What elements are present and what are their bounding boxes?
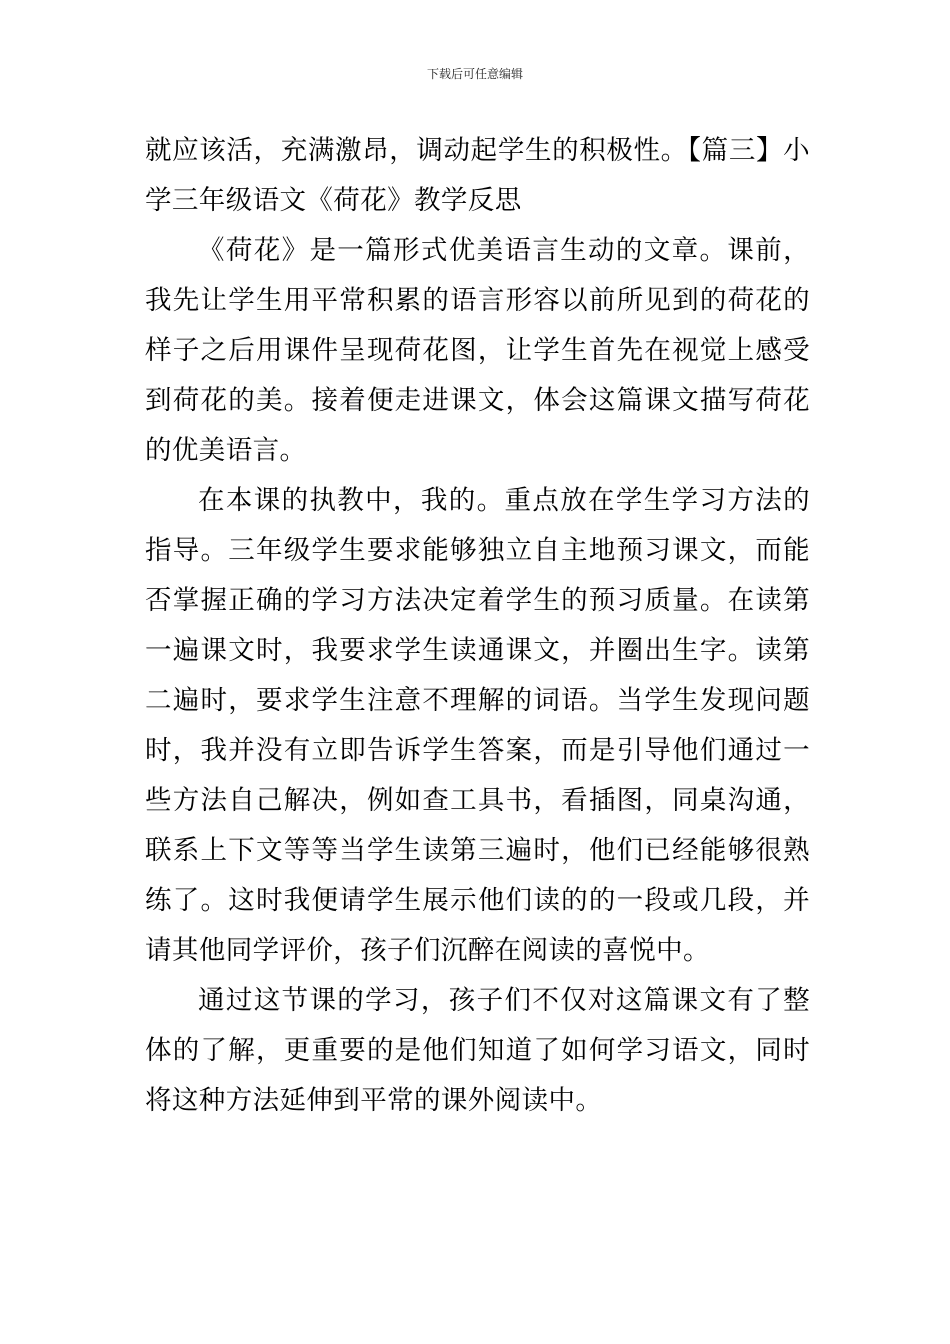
paragraph-intro: 《荷花》是一篇形式优美语言生动的文章。课前，我先让学生用平常积累的语言形容以前所见到的荷花的样子之后用课件呈现荷花图，让学生首先在视觉上感受到荷花的美。接着便走进课文，体会这篇课文描写荷花的优美语言。	[145, 235, 810, 466]
header-note: 下载后可任意编辑	[426, 67, 523, 81]
paragraph-method: 在本课的执教中，我的。重点放在学生学习方法的指导。三年级学生要求能够独立自主地预习课文，而能否掌握正确的学习方法决定着学生的预习质量。在读第一遍课文时，我要求学生读通课文，并圈出生字。读第二遍时，要求学生注意不理解的词语。当学生发现问题时，我并没有立即告诉学生答案，而是引导他们通过一些方法自己解决，例如查工具书，看插图，同桌沟通，联系上下文等等当学生读第三遍时，他们已经能够很熟练了。这时我便请学生展示他们读的的一段或几段，并请其他同学评价，孩子们沉醉在阅读的喜悦中。	[145, 485, 810, 966]
paragraph-conclusion: 通过这节课的学习，孩子们不仅对这篇课文有了整体的了解，更重要的是他们知道了如何学习语文，同时将这种方法延伸到平常的课外阅读中。	[145, 985, 810, 1116]
document-body	[145, 126, 810, 1126]
paragraph-continuation: 就应该活，充满激昂，调动起学生的积极性。【篇三】小学三年级语文《荷花》教学反思	[145, 135, 810, 216]
